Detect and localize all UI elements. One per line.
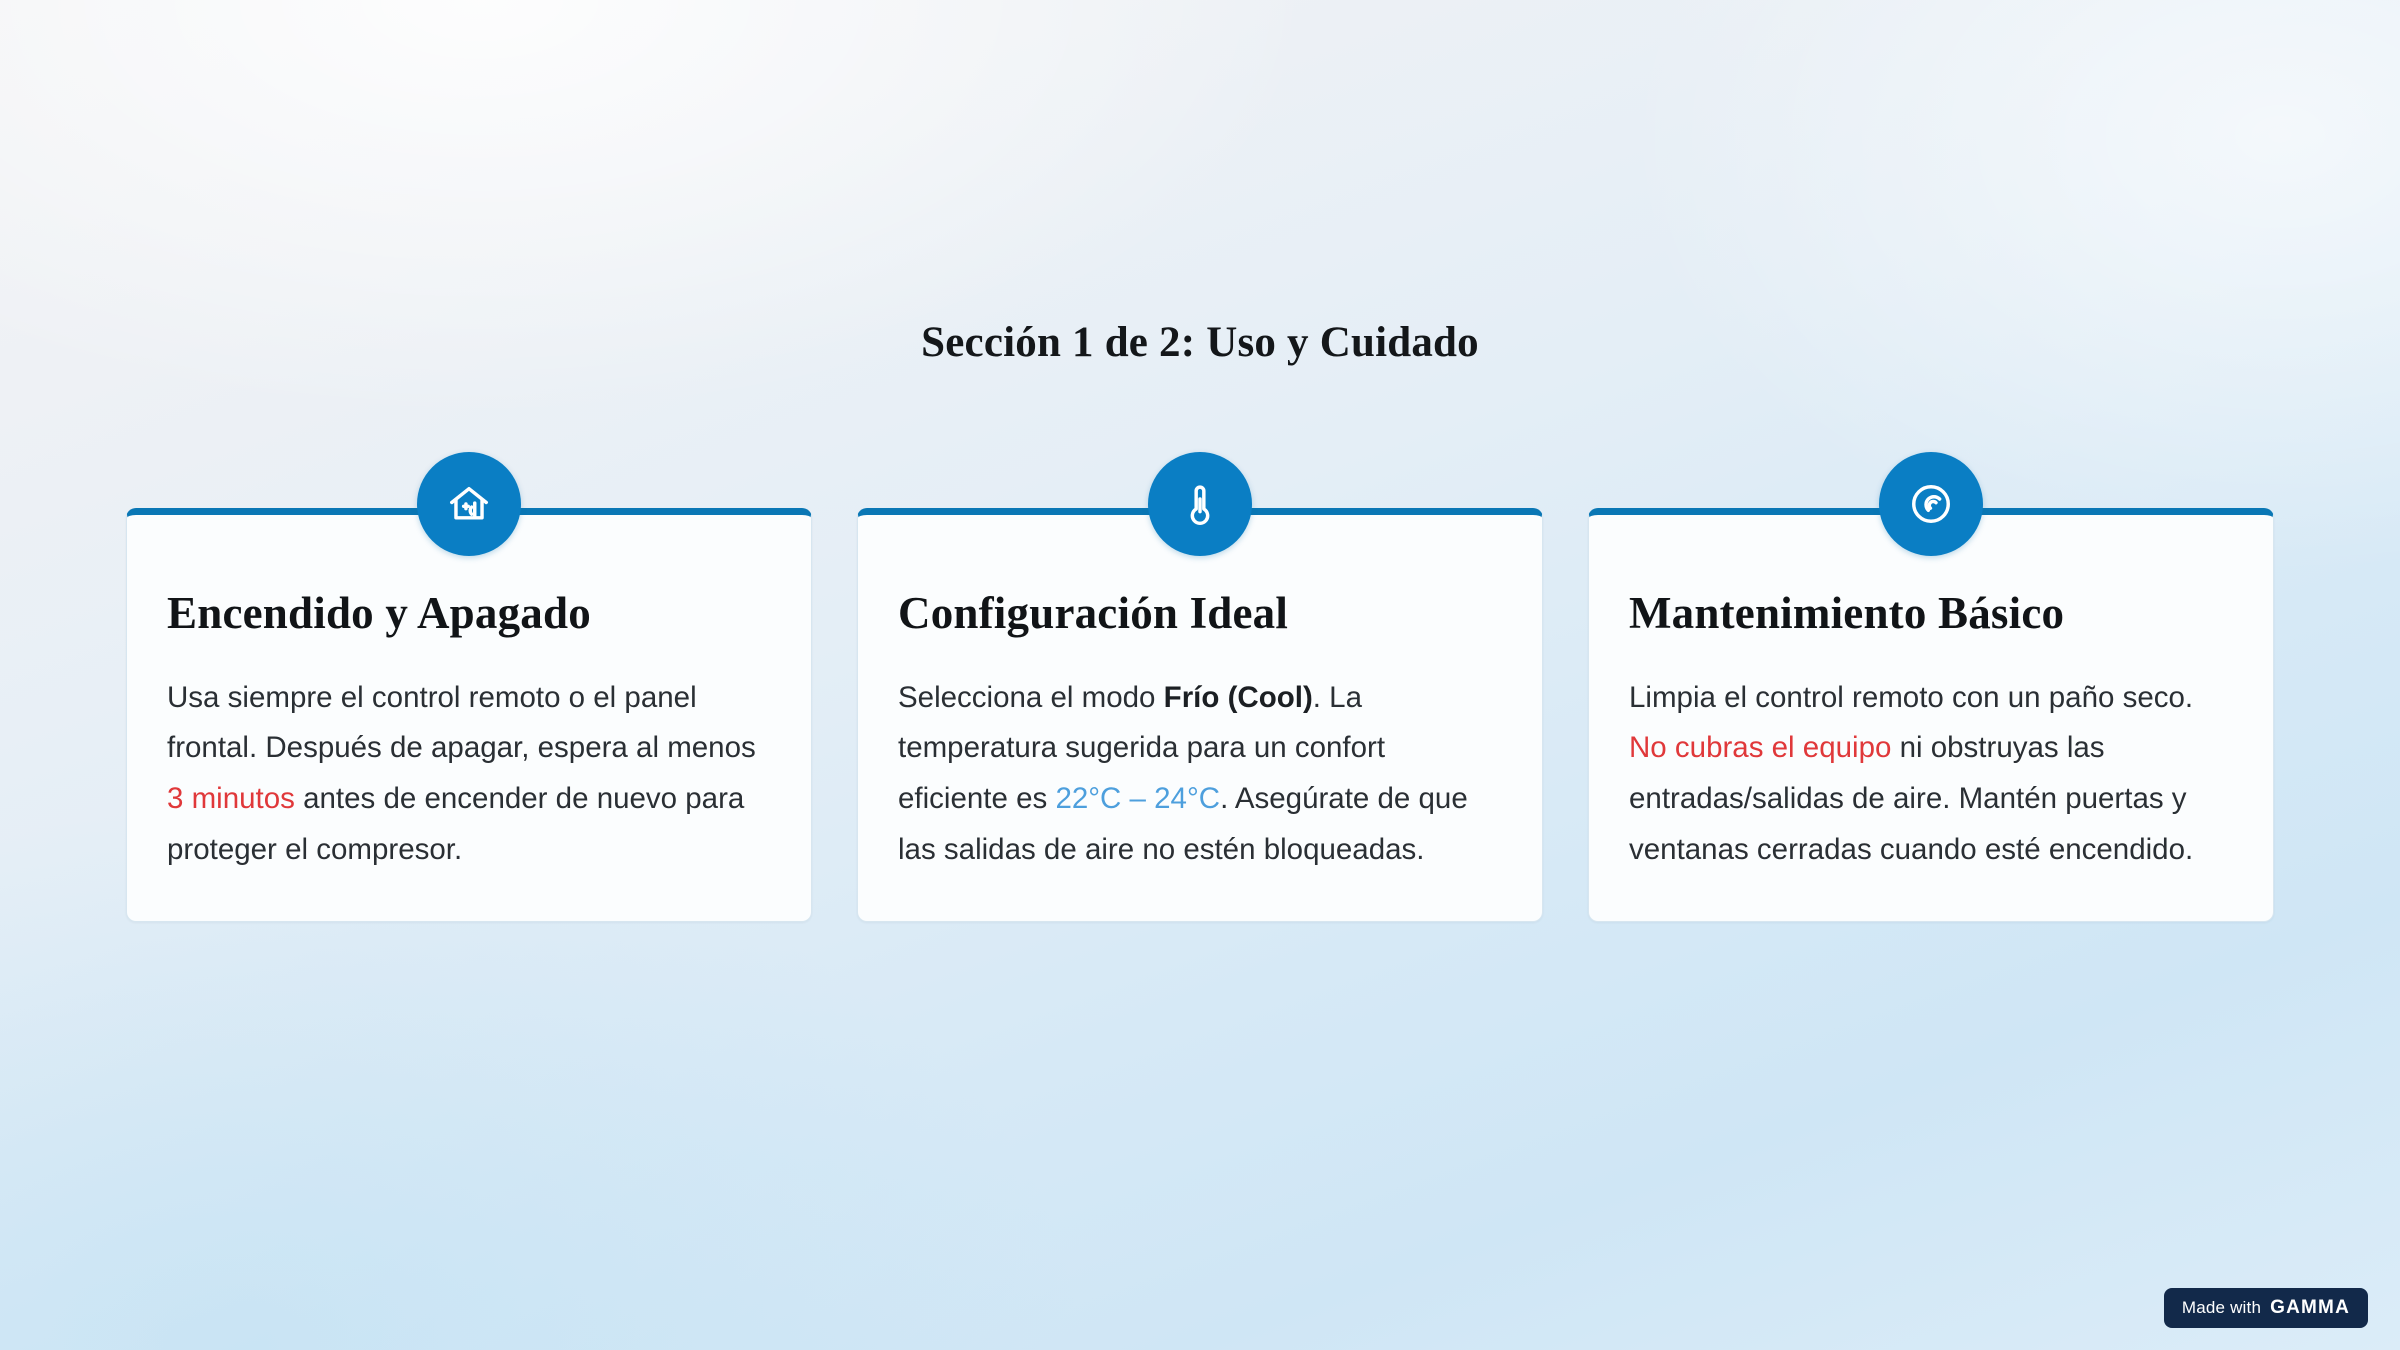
text-run: Selecciona el modo [898,680,1164,714]
text-run: antes de encender de nuevo para proteger el compresor. [167,781,745,866]
card-grid [126,508,2274,922]
card-mantenimiento-basico [1588,508,2274,922]
text-run: Limpia el control remoto con un paño seco. [1629,680,2194,714]
page-title: Sección 1 de 2: Uso y Cuidado [921,319,1479,366]
card-title: Configuración Ideal [898,588,1289,638]
text-run: ni obstruyas las entradas/salidas de aire. Mantén puertas y ventanas cerradas cuando esté encendido. [1629,731,2194,866]
text-run: . Asegúrate de que las salidas de aire no estén bloqueadas. [898,781,1468,866]
card-body [898,673,1502,876]
card-body [1629,673,2233,876]
thermometer-icon [1148,452,1252,556]
airflow-swirl-icon [1879,452,1983,556]
text-run: Frío (Cool) [1163,680,1313,714]
text-run: Usa siempre el control remoto o el panel frontal. Después de apagar, espera al menos [167,680,756,765]
card-title: Mantenimiento Básico [1629,588,2065,638]
text-run: 22°C – 24°C [1055,781,1221,815]
text-run: 3 minutos [167,781,295,815]
made-with-gamma-badge[interactable] [2164,1288,2368,1328]
text-run: No cubras el equipo [1629,731,1892,765]
card-encendido-y-apagado [126,508,812,922]
text-run: . La temperatura sugerida para un confort eficiente es [898,680,1386,815]
badge-brand: GAMMA [2270,1297,2350,1318]
card-body [167,673,771,876]
card-title: Encendido y Apagado [167,588,591,638]
home-power-icon [417,452,521,556]
badge-prefix: Made with [2181,1298,2262,1317]
card-configuracion-ideal [857,508,1543,922]
